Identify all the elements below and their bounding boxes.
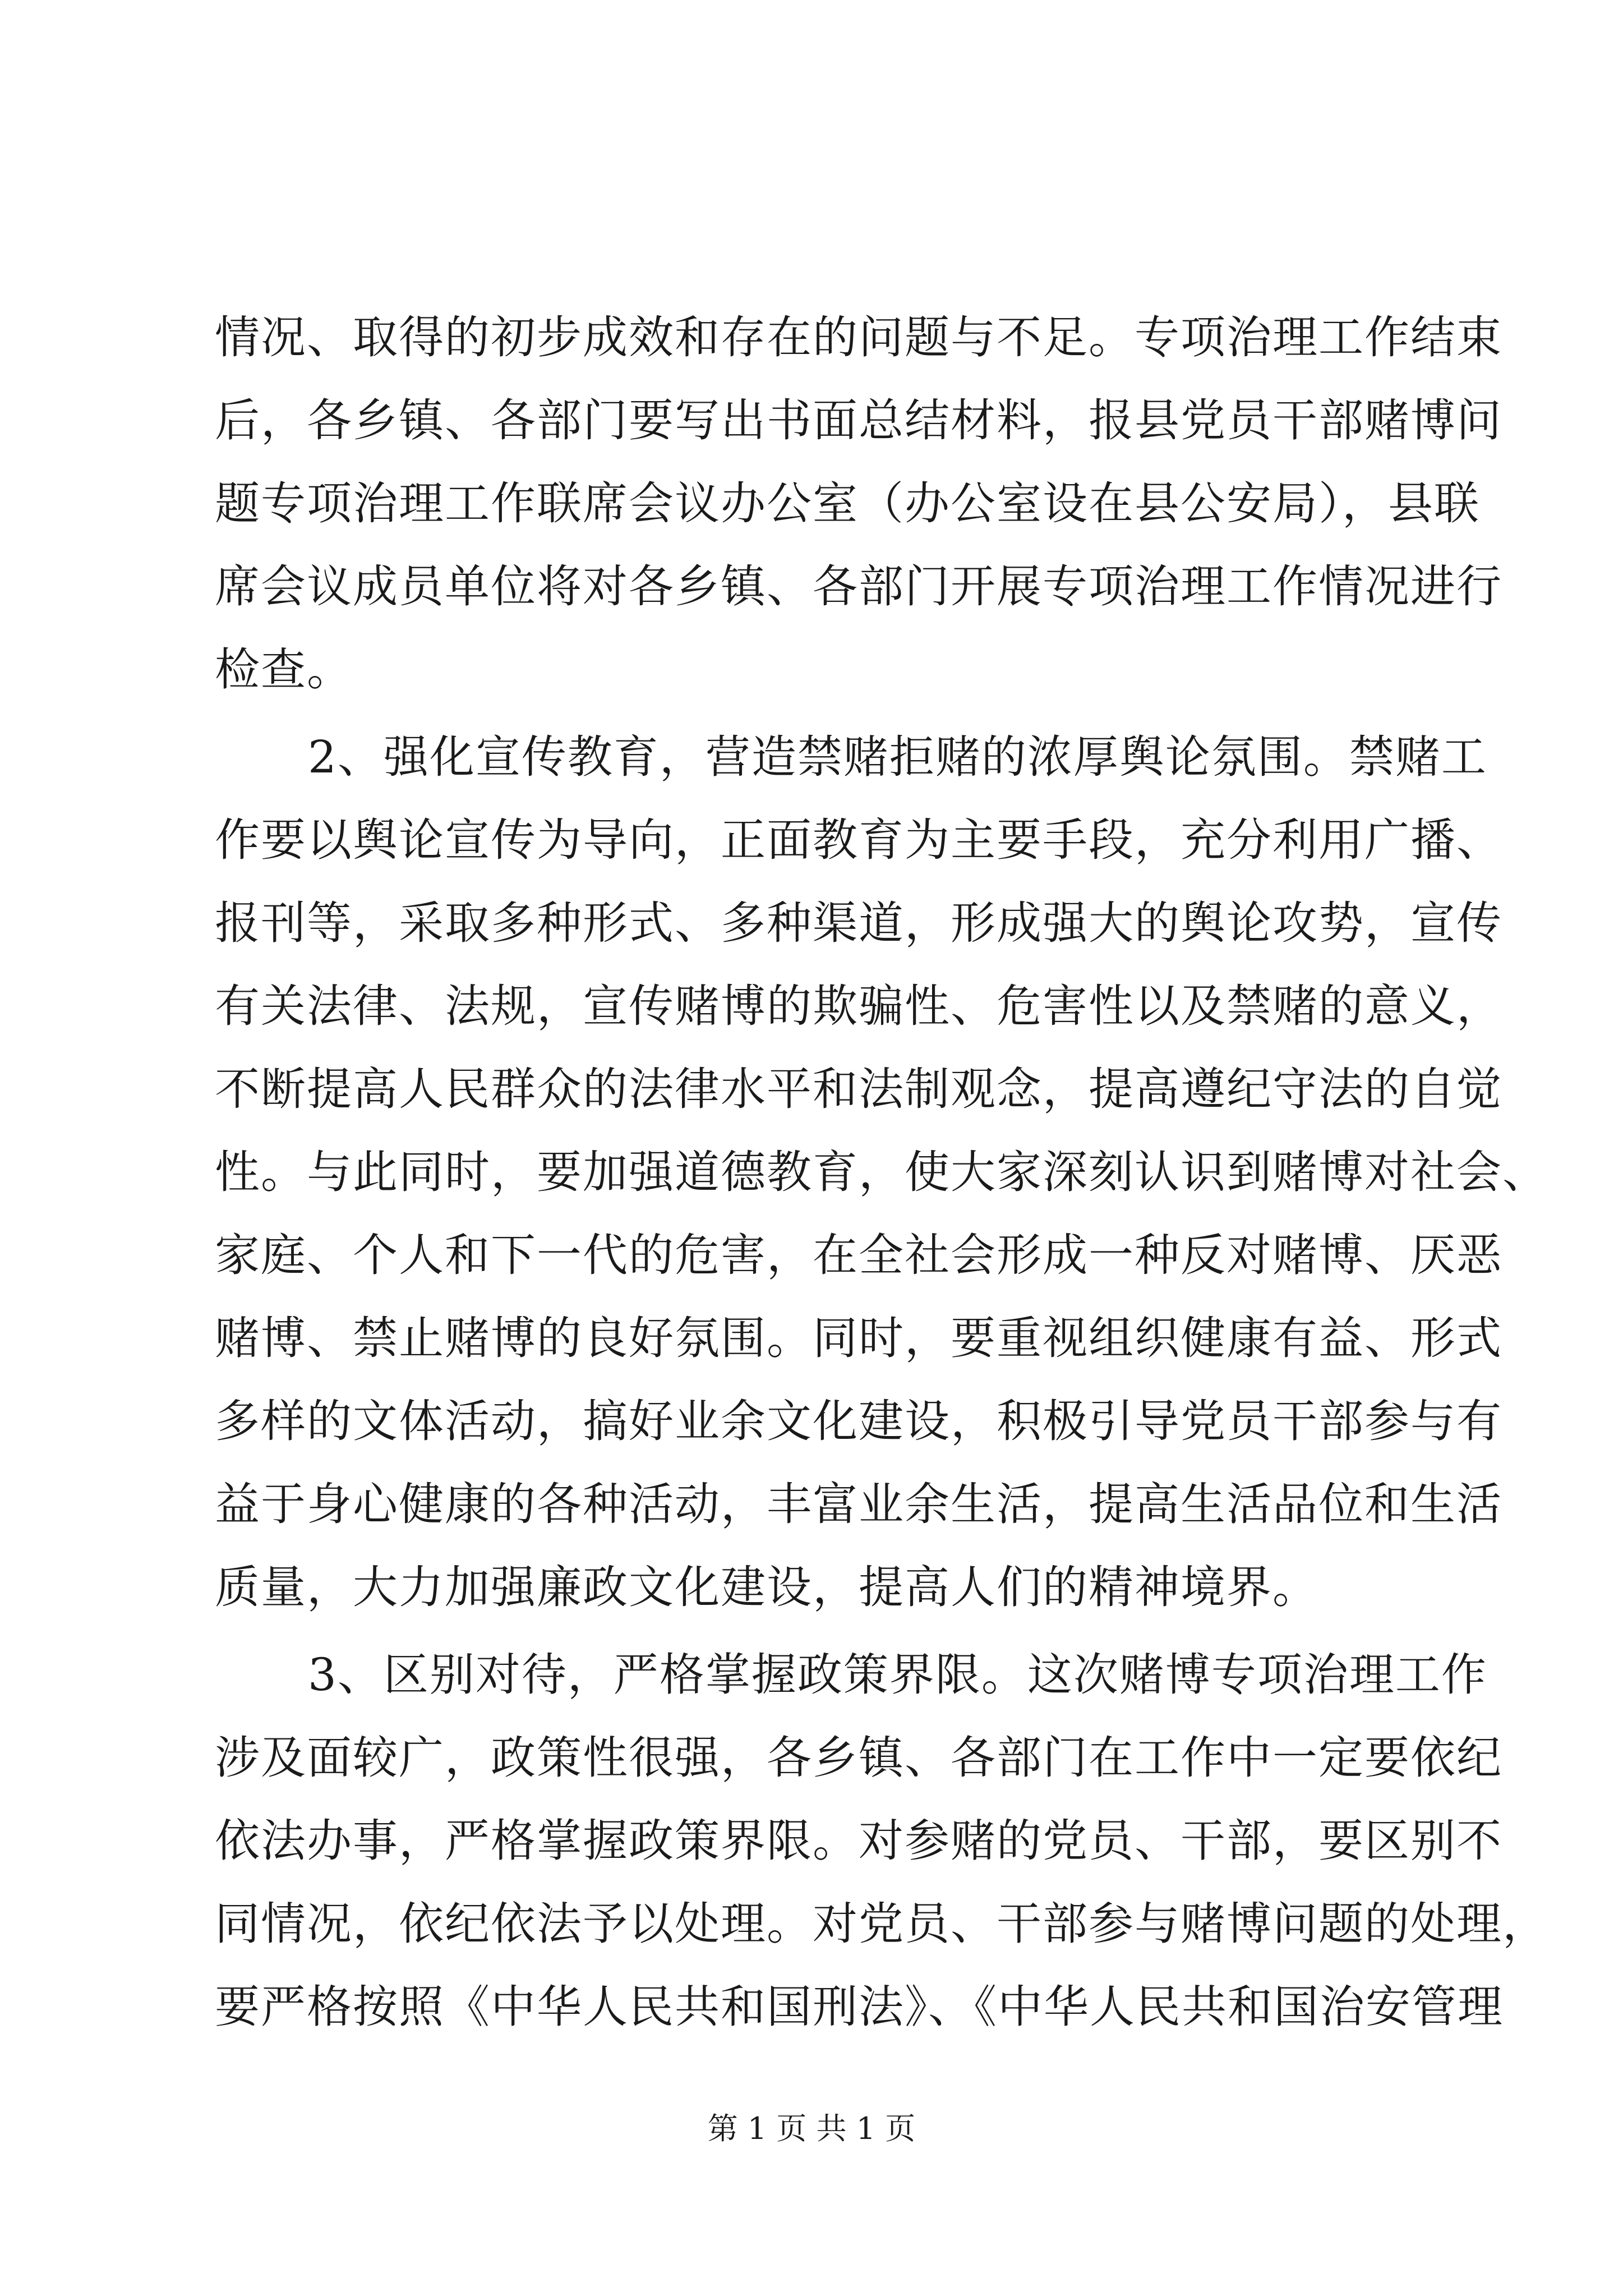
body-text: [215, 296, 1548, 2049]
page-number: 第 1 页 共 1 页: [707, 2111, 916, 2146]
text-line: 不断提高人民群众的法律水平和法制观念，提高遵纪守法的自觉: [215, 1063, 1502, 1115]
paragraph-heading-line: 3、区别对待，严格掌握政策界限。这次赌博专项治理工作: [308, 1649, 1487, 1701]
text-line: 报刊等，采取多种形式、多种渠道，形成强大的舆论攻势，宣传: [215, 897, 1502, 949]
text-line: 同情况，依纪依法予以处理。对党员、干部参与赌博问题的处理，: [215, 1898, 1548, 1950]
text-line: 家庭、个人和下一代的危害，在全社会形成一种反对赌博、厌恶: [215, 1229, 1502, 1281]
text-line: 席会议成员单位将对各乡镇、各部门开展专项治理工作情况进行: [215, 560, 1502, 613]
text-line: 赌博、禁止赌博的良好氛围。同时，要重视组织健康有益、形式: [215, 1312, 1502, 1364]
text-line: 题专项治理工作联席会议办公室（办公室设在县公安局），县联: [215, 477, 1480, 530]
page-footer: [0, 2109, 1623, 2148]
text-line: 作要以舆论宣传为导向，正面教育为主要手段，充分利用广播、: [215, 814, 1502, 866]
text-line: 情况、取得的初步成效和存在的问题与不足。专项治理工作结束: [215, 311, 1502, 364]
text-line: 检查。: [215, 643, 353, 696]
text-line: 后，各乡镇、各部门要写出书面总结材料，报县党员干部赌博问: [215, 394, 1502, 447]
paragraph-heading-line: 2、强化宣传教育，营造禁赌拒赌的浓厚舆论氛围。禁赌工: [308, 731, 1487, 783]
text-line: 益于身心健康的各种活动，丰富业余生活，提高生活品位和生活: [215, 1478, 1502, 1530]
text-line: 性。与此同时，要加强道德教育，使大家深刻认识到赌博对社会、: [215, 1146, 1548, 1198]
text-line: 多样的文体活动，搞好业余文化建设，积极引导党员干部参与有: [215, 1395, 1502, 1447]
text-line: 依法办事，严格掌握政策界限。对参赌的党员、干部，要区别不: [215, 1815, 1502, 1867]
text-line: 要严格按照《中华人民共和国刑法》、《中华人民共和国治安管理: [215, 1981, 1504, 2033]
text-line: 涉及面较广，政策性很强，各乡镇、各部门在工作中一定要依纪: [215, 1732, 1502, 1784]
text-line: 质量，大力加强廉政文化建设，提高人们的精神境界。: [215, 1561, 1318, 1613]
text-line: 有关法律、法规，宣传赌博的欺骗性、危害性以及禁赌的意义，: [215, 980, 1502, 1032]
